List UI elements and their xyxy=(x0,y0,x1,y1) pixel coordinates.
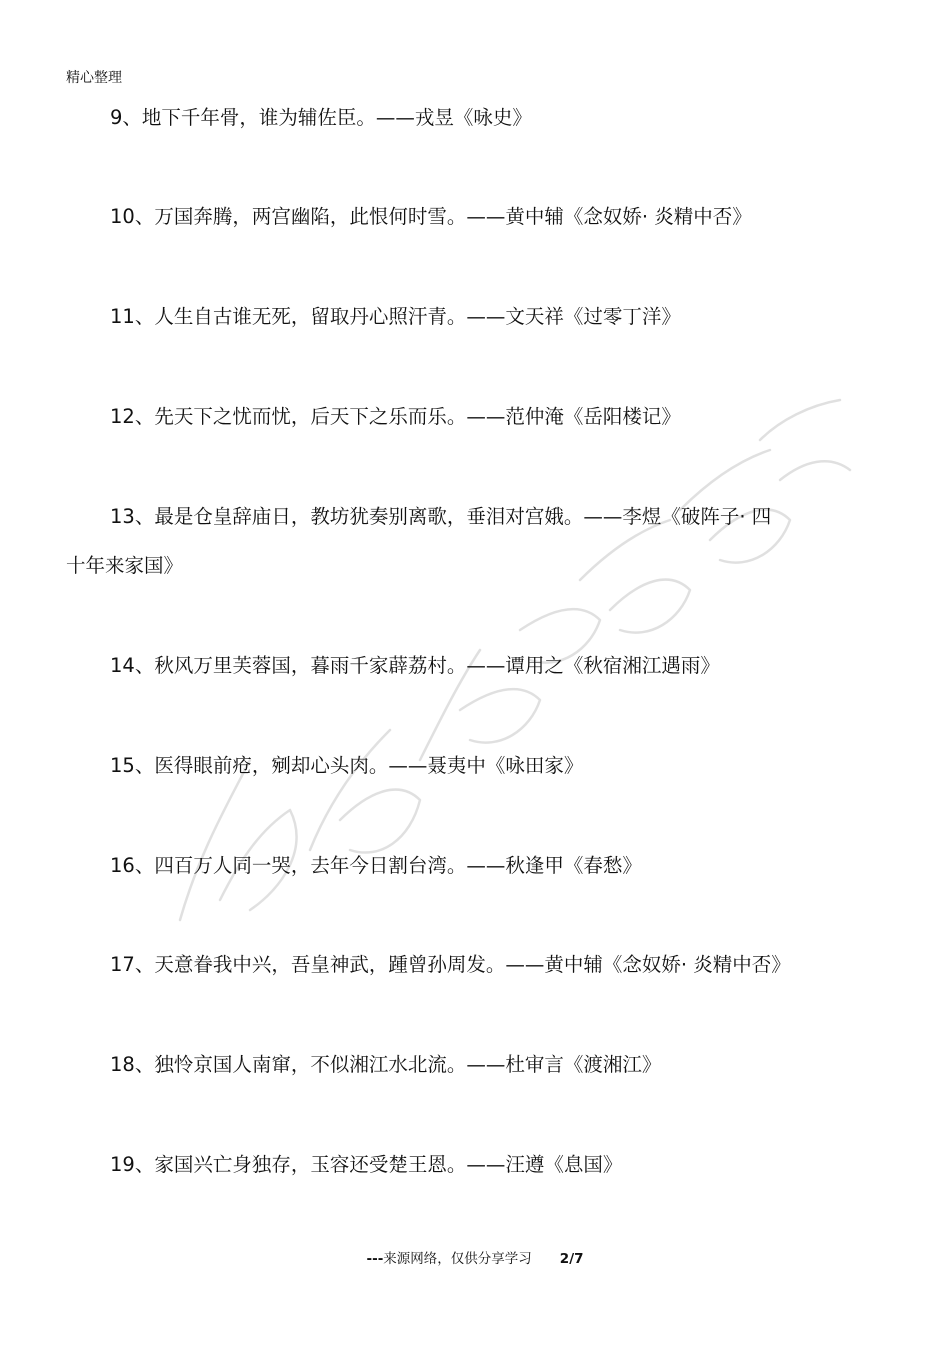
quote-line-9: 9、地下千年骨，谁为辅佐臣。——戎昱《咏史》 xyxy=(110,106,532,129)
quote-line-19: 19、家国兴亡身独存，玉容还受楚王恩。——汪遵《息国》 xyxy=(110,1153,623,1176)
page-footer xyxy=(0,1249,950,1269)
quote-line-17: 17、天意眷我中兴，吾皇神武，踵曾孙周发。——黄中辅《念奴娇· 炎精中否》 xyxy=(110,953,791,976)
quote-line-13: 13、最是仓皇辞庙日，教坊犹奏别离歌，垂泪对宫娥。——李煜《破阵子· 四 xyxy=(110,505,772,528)
quote-line-15: 15、医得眼前疮，剜却心头肉。——聂夷中《咏田家》 xyxy=(110,754,584,777)
page-header: 精心整理 xyxy=(66,70,122,86)
quote-line-11: 11、人生自古谁无死，留取丹心照汗青。——文天祥《过零丁洋》 xyxy=(110,305,681,328)
quote-line-12: 12、先天下之忧而忧，后天下之乐而乐。——范仲淹《岳阳楼记》 xyxy=(110,405,681,428)
footer-dash: --- xyxy=(366,1251,384,1267)
quote-line-13-continued: 十年来家国》 xyxy=(66,554,184,577)
quote-line-14: 14、秋风万里芙蓉国，暮雨千家薜荔村。——谭用之《秋宿湘江遇雨》 xyxy=(110,654,720,677)
quote-line-18: 18、独怜京国人南窜，不似湘江水北流。——杜审言《渡湘江》 xyxy=(110,1053,662,1076)
quote-line-10: 10、万国奔腾，两宫幽陷，此恨何时雪。——黄中辅《念奴娇· 炎精中否》 xyxy=(110,205,752,228)
page-number: 2/7 xyxy=(559,1251,584,1267)
footer-source: 来源网络，仅供分享学习 xyxy=(383,1251,532,1267)
quote-line-16: 16、四百万人同一哭，去年今日割台湾。——秋逢甲《春愁》 xyxy=(110,854,642,877)
